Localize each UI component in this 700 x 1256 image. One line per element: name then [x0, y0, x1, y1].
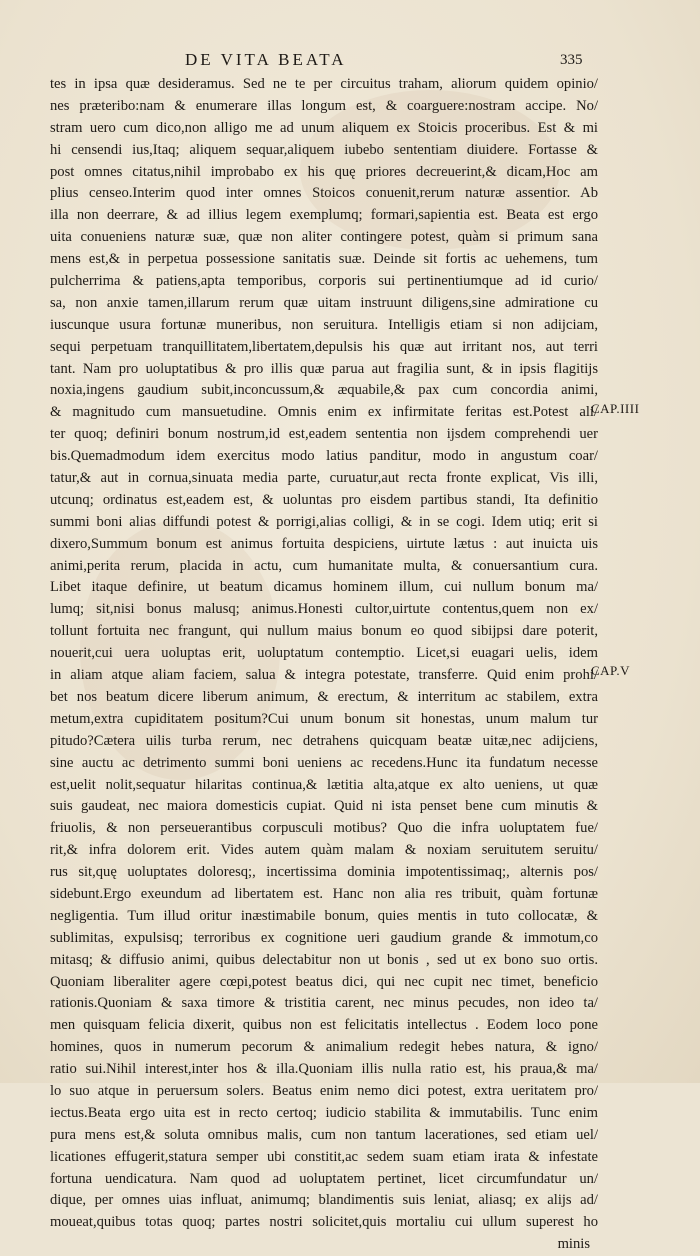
text-line: friuolis, & non perseuerantibus corpusculi motibus? Quo die infra uoluptatem fue/: [50, 820, 598, 837]
text-line: sine auctu ac detrimento summi boni ueniens ac recedens.Hunc ita fundatum necesse: [50, 754, 598, 771]
text-line: post omnes citatus,nihil improbabo ex his quę priores decreuerint,& dicam,Hoc am: [50, 163, 598, 180]
text-line: iuscunque usura fortunæ muneribus, non seruitura. Intelligis etiam si non adijciam,: [50, 316, 598, 333]
text-line: & magnitudo cum mansuetudine. Omnis enim ex infirmitate feritas est.Potest ali/: [50, 404, 598, 421]
text-line: dixero,Summum bonum est animus fortuita despiciens, uirtute lætus : aut inuicta uis: [50, 535, 598, 552]
text-line: summi boni alias diffundi potest & porrigi,alias colligi, & in se cogi. Idem utiq; erit si: [50, 513, 598, 530]
text-line: pulcherrima & patiens,apta temporibus, corporis sui pertinentiumque ad id curio/: [50, 273, 598, 290]
text-line: licationes effugerit,statura semper ubi constitit,ac sedem suam etiam irata & infestate: [50, 1148, 598, 1165]
text-line: pitudo?Cætera uilis turba rerum, nec detrahens quicquam beatæ uitæ,nec adijciens,: [50, 732, 598, 749]
text-line: hi censendi ius,Itaq; aliquem sequar,aliquem iubebo sententiam diuidere. Fortasse &: [50, 141, 598, 158]
text-line: est,uelit nolit,sequatur hilaritas continua,& lætitia alta,atque ex alto ueniens, ut quæ: [50, 776, 598, 793]
text-line: suis gaudeat, nec maiora domesticis cupiat. Quid ni ista penset bene cum minutis &: [50, 798, 598, 815]
text-line: illa non deerrare, & ad illius legem exemplumq; formari,sapientia est. Beata est ergo: [50, 207, 598, 224]
text-line: fortuna uendicatura. Nam quod ad uoluptatem pertinet, licet circumfundatur un/: [50, 1170, 598, 1187]
text-line: iectus.Beata ergo uita est in recto certoq; iudicio stabilita & immutabilis. Tunc enim: [50, 1104, 598, 1121]
text-line: bet nos beatum dicere liberum animum, & erectum, & interritum ac stabilem, extra: [50, 688, 598, 705]
text-line: sidebunt.Ergo exeundum ad libertatem est. Hanc non alia res tribuit, quàm fortunæ: [50, 885, 598, 902]
text-line: negligentia. Tum illud oritur inæstimabile bonum, quies mentis in tuto collocatæ, &: [50, 907, 598, 924]
text-line: dique, per omnes uias influat, animumq; blandimentis suis leniat, aliasq; ex alijs ad/: [50, 1192, 598, 1209]
text-line: lumq; sit,nisi bonus malusq; animus.Honesti cultor,uirtute contentus,quem non ex/: [50, 601, 598, 618]
page-header: [0, 50, 700, 72]
text-line: moueat,quibus totas quoq; partes nostri solicitet,quis mortaliu cui ullum superest ho: [50, 1214, 598, 1231]
text-line: tatur,& aut in cornua,sinuata media parte, curuatur,aut recta fronte explicat, Vis illi,: [50, 470, 598, 487]
text-line: rus sit,quę uoluptates doloresq;, incertissima dominia impotentissimaq;, alternis pos/: [50, 864, 598, 881]
text-line: minis: [557, 1236, 590, 1253]
text-line: metum,extra cupiditatem positum?Cui unum bonum sit honestas, unum malum tur: [50, 710, 598, 727]
running-title: DE VITA BEATA: [185, 50, 347, 69]
text-line: mitasq; & diffusio animi, quibus delectabitur non ut bonis , sed ut ex bono suo ortis.: [50, 951, 598, 968]
text-line: Quoniam liberaliter agere cœpi,potest beatus dici, qui nec cupit nec timet, beneficio: [50, 973, 598, 990]
text-line: in aliam atque aliam faciem, salua & integra potestate, transferre. Quid enim prohi/: [50, 667, 598, 684]
text-line: Libet itaque definire, ut beatum dicamus hominem illum, cui nullum bonum ma/: [50, 579, 598, 596]
text-line: homines, quos in numerum pecorum & animalium redegit hebes natura, & igno/: [50, 1039, 598, 1056]
text-line: tollunt fortuita nec frangunt, qui nullum maius bonum eo quod sibijpsi dare poterit,: [50, 623, 598, 640]
text-line: sequi perpetuam tranquillitatem,libertatem,depulsis his quæ aut irritant nos, aut terri: [50, 338, 598, 355]
text-line: nouerit,cui uera uoluptas erit, uoluptatum contemptio. Licet,si euagari uelis, idem: [50, 645, 598, 662]
text-line: pura mens est,& soluta omnibus malis, cum non tantum lacerationes, sed etiam uel/: [50, 1126, 598, 1143]
text-line: lo suo atque in peruersum solers. Beatus enim nemo dici potest, extra ueritatem pro/: [50, 1082, 598, 1099]
text-line: rationis.Quoniam & saxa timore & tristitia carent, nec minus pecudes, non ideo ta/: [50, 995, 598, 1012]
text-line: uita conueniens naturæ suæ, quæ non aliter contingere potest, quàm si primum sana: [50, 229, 598, 246]
chapter-marker: CAP.V: [591, 663, 630, 678]
text-line: sublimitas, expulsisq; terroribus ex cognitione ueri gaudium grande & immotum,co: [50, 929, 598, 946]
text-line: men quisquam felicia dixerit, quibus non est felicitatis intellectus . Eodem loco pone: [50, 1017, 598, 1034]
text-line: ratio sui.Nihil interest,inter hos & illa.Quoniam illis nulla ratio est, his praua,& ma/: [50, 1061, 598, 1078]
text-line: sa, non anxie tamen,illarum rerum quæ uitam instruunt diligens,sine admiratione cu: [50, 294, 598, 311]
text-line: tes in ipsa quæ desideramus. Sed ne te per circuitus traham, aliorum quidem opinio/: [50, 76, 598, 92]
chapter-marker: CAP.IIII: [591, 401, 640, 416]
page-number: 335: [560, 52, 583, 68]
text-line: animi,perita rerum, placida in actu, cum humanitate multa, & conuersantium cura.: [50, 557, 598, 574]
text-line: mens est,& in perpetua possessione sanitatis suæ. Deinde sit fortis ac uehemens, tum: [50, 251, 598, 268]
text-line: utcunq; ordinatus est,eadem est, & uoluntas pro eisdem partibus standi, Ita definitio: [50, 491, 598, 508]
text-line: plius censeo.Interim quod inter omnes Stoicos conuenit,rerum naturæ assentior. Ab: [50, 185, 598, 202]
text-line: bis.Quemadmodum idem exercitus modo latius panditur, modo in angustum coar/: [50, 448, 598, 465]
text-line: ter quoq; definiri bonum nostrum,id est,eadem sententia non ijsdem comprehendi uer: [50, 426, 598, 443]
text-line: rit,& infra dolorem erit. Vides autem quàm malam & noxiam seruitutem seruitu/: [50, 842, 598, 859]
text-line: tant. Nam pro uoluptatibus & pro illis quæ parua aut fragilia sunt, & in ipsis flagitijs: [50, 360, 598, 377]
main-text-block: [50, 74, 598, 1256]
text-line: stram uero cum dico,non alligo me ad unum aliquem ex Stoicis proceribus. Est & mi: [50, 119, 598, 136]
text-line: nes præteribo:nam & enumerare illas longum est, & coarguere:nostram accipe. No/: [50, 97, 598, 114]
text-line: noxia,ingens gaudium subit,inconcussum,& æquabile,& pax cum concordia animi,: [50, 382, 598, 399]
